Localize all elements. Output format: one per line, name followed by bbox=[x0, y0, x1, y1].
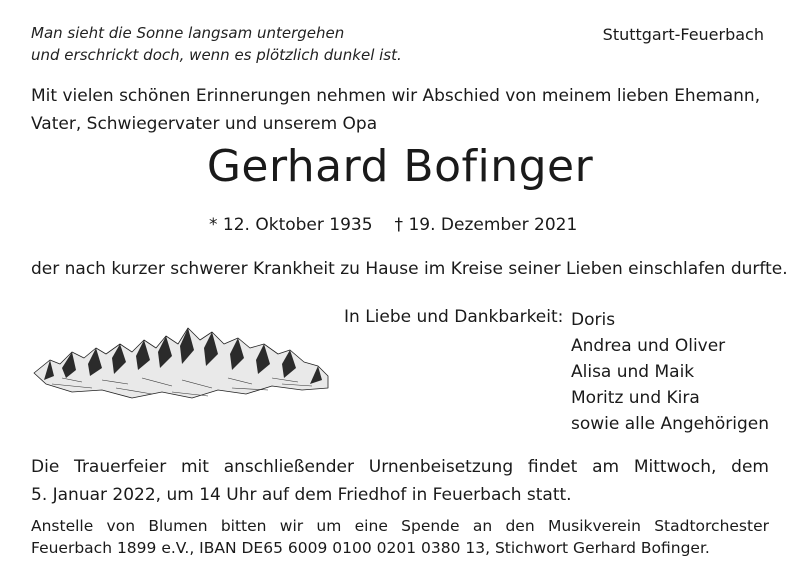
deceased-name: Gerhard Bofinger bbox=[206, 141, 594, 192]
life-dates bbox=[209, 215, 577, 235]
family-member: Alisa und Maik bbox=[571, 362, 695, 382]
passing-text: der nach kurzer schwerer Krankheit zu Hause im Kreise seiner Lieben einschlafen durfte. bbox=[31, 259, 788, 279]
location-label: Stuttgart-Feuerbach bbox=[602, 25, 764, 44]
family-member: sowie alle Angehörigen bbox=[571, 414, 770, 434]
donation-info bbox=[31, 515, 769, 559]
quote-line-2: und erschrickt doch, wenn es plötzlich dunkel ist. bbox=[31, 46, 402, 64]
family-member: Doris bbox=[571, 310, 616, 330]
family-list bbox=[571, 307, 769, 437]
death-date: † 19. Dezember 2021 bbox=[394, 215, 578, 235]
memorial-quote bbox=[31, 22, 402, 66]
family-member: Moritz und Kira bbox=[571, 388, 700, 408]
intro-line-2: Vater, Schwiegervater und unserem Opa bbox=[31, 114, 378, 134]
intro-text bbox=[31, 82, 760, 138]
donation-line-2: Feuerbach 1899 e.V., IBAN DE65 6009 0100 0201 0380 13, Stichwort Gerhard Bofinger. bbox=[31, 539, 710, 557]
donation-line-1: Anstelle von Blumen bitten wir um eine Spende an den Musikverein Stadtorchester bbox=[31, 517, 769, 535]
quote-line-1: Man sieht die Sonne langsam untergehen bbox=[31, 24, 345, 42]
ceremony-line-2: 5. Januar 2022, um 14 Uhr auf dem Friedhof in Feuerbach statt. bbox=[31, 485, 572, 505]
ceremony-line-1: Die Trauerfeier mit anschließender Urnenbeisetzung findet am Mittwoch, dem bbox=[31, 457, 769, 477]
intro-line-1: Mit vielen schönen Erinnerungen nehmen wir Abschied von meinem lieben Ehemann, bbox=[31, 86, 761, 106]
thanks-label: In Liebe und Dankbarkeit: bbox=[344, 307, 564, 327]
birth-date: * 12. Oktober 1935 bbox=[209, 215, 373, 235]
mountain-range-illustration bbox=[32, 318, 330, 418]
ceremony-info bbox=[31, 453, 769, 509]
family-member: Andrea und Oliver bbox=[571, 336, 726, 356]
